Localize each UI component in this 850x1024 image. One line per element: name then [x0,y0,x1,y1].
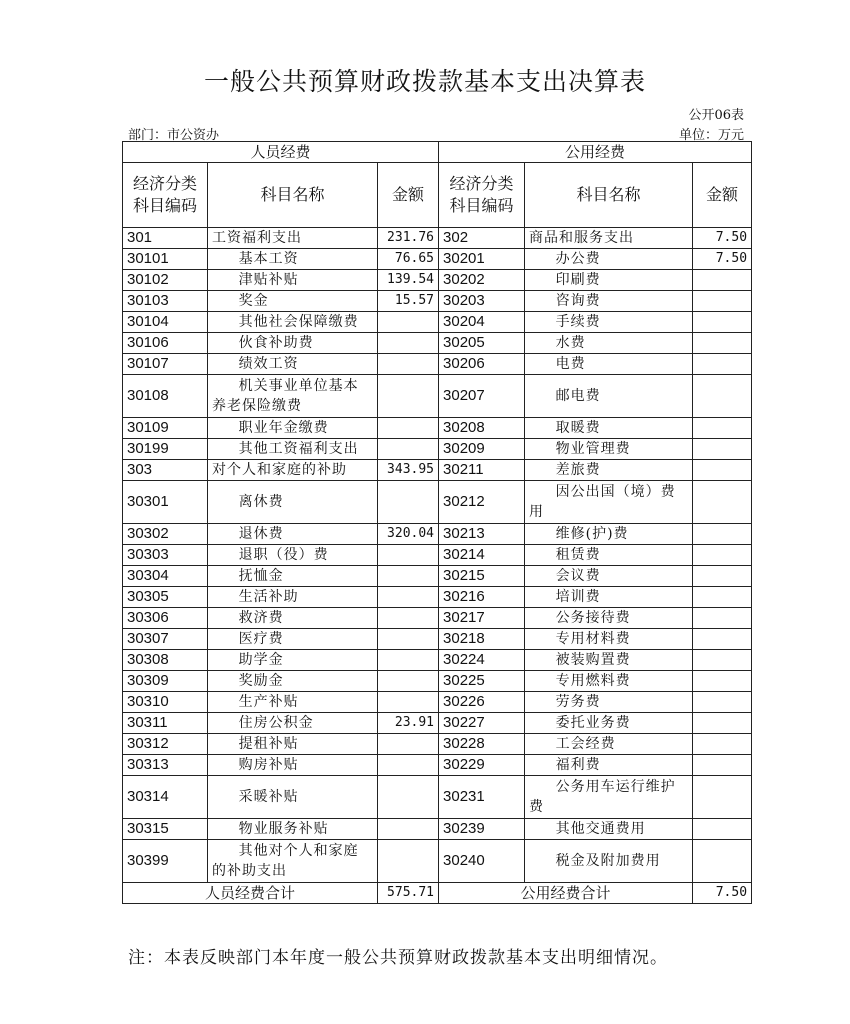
public-amount [693,333,752,354]
personnel-item-name: 救济费 [208,608,378,629]
personnel-item-name: 奖励金 [208,671,378,692]
personnel-code: 30303 [123,545,208,566]
personnel-code: 303 [123,460,208,481]
public-item-name: 税金及附加费用 [525,840,693,883]
personnel-code: 30314 [123,776,208,819]
unit-label: 单位：万元 [678,128,744,143]
table-row [123,713,752,734]
public-item-name: 会议费 [525,566,693,587]
public-amount [693,418,752,439]
public-code: 30239 [439,819,525,840]
personnel-code: 30309 [123,671,208,692]
personnel-code: 30301 [123,481,208,524]
personnel-item-name: 伙食补助费 [208,333,378,354]
table-row [123,270,752,291]
personnel-code: 30109 [123,418,208,439]
public-item-name: 专用燃料费 [525,671,693,692]
public-code: 30215 [439,566,525,587]
column-header-row [123,163,752,228]
public-code: 30225 [439,671,525,692]
public-code: 30211 [439,460,525,481]
footnote: 注：本表反映部门本年度一般公共预算财政拨款基本支出明细情况。 [128,948,668,968]
personnel-item-name: 提租补贴 [208,734,378,755]
public-code: 30206 [439,354,525,375]
public-total-amount: 7.50 [693,883,752,904]
personnel-item-name: 奖金 [208,291,378,312]
department: 部门：市公资办 [128,128,220,143]
personnel-item-name: 基本工资 [208,249,378,270]
public-item-name: 咨询费 [525,291,693,312]
personnel-amount [378,650,439,671]
personnel-code: 30107 [123,354,208,375]
public-item-name: 电费 [525,354,693,375]
personnel-item-name: 医疗费 [208,629,378,650]
public-item-name: 邮电费 [525,375,693,418]
table-row [123,354,752,375]
public-code: 30217 [439,608,525,629]
personnel-item-name: 机关事业单位基本养老保险缴费 [208,375,378,418]
table-row [123,481,752,524]
public-code: 30201 [439,249,525,270]
personnel-code: 30302 [123,524,208,545]
table-row [123,776,752,819]
amount-header: 金额 [378,163,439,228]
public-code: 30205 [439,333,525,354]
personnel-code: 30310 [123,692,208,713]
public-amount [693,734,752,755]
name-header: 科目名称 [208,163,378,228]
personnel-amount [378,312,439,333]
table-row [123,587,752,608]
personnel-amount [378,734,439,755]
table-row [123,629,752,650]
personnel-code: 30399 [123,840,208,883]
public-amount [693,671,752,692]
personnel-item-name: 采暖补贴 [208,776,378,819]
page-title: 一般公共预算财政拨款基本支出决算表 [203,67,646,96]
personnel-code: 30104 [123,312,208,333]
personnel-item-name: 抚恤金 [208,566,378,587]
personnel-code: 30315 [123,819,208,840]
public-code: 30240 [439,840,525,883]
personnel-total-label: 人员经费合计 [123,883,378,904]
public-code: 30207 [439,375,525,418]
personnel-code: 301 [123,228,208,249]
public-amount [693,439,752,460]
public-code: 302 [439,228,525,249]
personnel-item-name: 其他工资福利支出 [208,439,378,460]
public-amount [693,650,752,671]
personnel-amount [378,819,439,840]
personnel-amount: 15.57 [378,291,439,312]
personnel-item-name: 其他对个人和家庭的补助支出 [208,840,378,883]
personnel-total-amount: 575.71 [378,883,439,904]
public-item-name: 其他交通费用 [525,819,693,840]
public-code: 30226 [439,692,525,713]
public-code: 30203 [439,291,525,312]
public-code: 30202 [439,270,525,291]
public-item-name: 专用材料费 [525,629,693,650]
public-amount [693,629,752,650]
public-item-name: 租赁费 [525,545,693,566]
table-row [123,545,752,566]
table-row [123,228,752,249]
amount-header: 金额 [693,163,752,228]
public-total-label: 公用经费合计 [439,883,693,904]
public-amount [693,819,752,840]
public-item-name: 工会经费 [525,734,693,755]
public-item-name: 劳务费 [525,692,693,713]
personnel-code: 30103 [123,291,208,312]
personnel-item-name: 离休费 [208,481,378,524]
public-code: 30213 [439,524,525,545]
public-amount [693,375,752,418]
personnel-item-name: 绩效工资 [208,354,378,375]
public-amount: 7.50 [693,228,752,249]
personnel-amount [378,840,439,883]
personnel-item-name: 物业服务补贴 [208,819,378,840]
public-amount [693,755,752,776]
table-row [123,439,752,460]
public-code: 30204 [439,312,525,333]
personnel-code: 30305 [123,587,208,608]
personnel-code: 30101 [123,249,208,270]
table-row [123,418,752,439]
public-amount [693,312,752,333]
personnel-code: 30102 [123,270,208,291]
table-row [123,291,752,312]
name-header: 科目名称 [525,163,693,228]
personnel-group-header: 人员经费 [123,142,439,163]
public-amount [693,608,752,629]
personnel-item-name: 住房公积金 [208,713,378,734]
table-row [123,819,752,840]
personnel-item-name: 退职（役）费 [208,545,378,566]
personnel-code: 30307 [123,629,208,650]
code-header: 经济分类科目编码 [123,163,208,228]
personnel-amount: 231.76 [378,228,439,249]
personnel-amount: 76.65 [378,249,439,270]
public-item-name: 委托业务费 [525,713,693,734]
public-item-name: 公务用车运行维护费 [525,776,693,819]
table-row [123,375,752,418]
public-code: 30214 [439,545,525,566]
public-amount [693,587,752,608]
table-row [123,566,752,587]
group-header-row [123,142,752,163]
public-amount [693,481,752,524]
personnel-item-name: 购房补贴 [208,755,378,776]
public-amount [693,776,752,819]
personnel-code: 30308 [123,650,208,671]
public-code: 30212 [439,481,525,524]
personnel-item-name: 津贴补贴 [208,270,378,291]
table-row [123,312,752,333]
personnel-amount [378,776,439,819]
table-row [123,671,752,692]
public-group-header: 公用经费 [439,142,752,163]
public-item-name: 培训费 [525,587,693,608]
personnel-code: 30304 [123,566,208,587]
public-amount [693,840,752,883]
public-item-name: 水费 [525,333,693,354]
public-amount [693,566,752,587]
personnel-amount [378,333,439,354]
public-amount [693,692,752,713]
public-code: 30224 [439,650,525,671]
personnel-item-name: 工资福利支出 [208,228,378,249]
public-item-name: 公务接待费 [525,608,693,629]
personnel-amount: 139.54 [378,270,439,291]
personnel-amount [378,587,439,608]
table-row [123,755,752,776]
personnel-code: 30313 [123,755,208,776]
public-amount [693,291,752,312]
personnel-amount: 320.04 [378,524,439,545]
personnel-amount [378,608,439,629]
table-row [123,524,752,545]
personnel-amount [378,481,439,524]
personnel-amount [378,545,439,566]
table-row [123,460,752,481]
table-row [123,249,752,270]
personnel-amount [378,375,439,418]
public-amount [693,354,752,375]
table-row [123,608,752,629]
personnel-amount [378,418,439,439]
public-code: 30209 [439,439,525,460]
personnel-amount: 23.91 [378,713,439,734]
public-amount [693,270,752,291]
public-item-name: 手续费 [525,312,693,333]
personnel-code: 30106 [123,333,208,354]
form-number: 公开06表 [688,108,744,123]
public-item-name: 差旅费 [525,460,693,481]
table-row [123,840,752,883]
personnel-amount [378,439,439,460]
table-row [123,734,752,755]
personnel-item-name: 其他社会保障缴费 [208,312,378,333]
public-amount [693,545,752,566]
personnel-item-name: 对个人和家庭的补助 [208,460,378,481]
public-item-name: 物业管理费 [525,439,693,460]
public-item-name: 因公出国（境）费用 [525,481,693,524]
public-code: 30231 [439,776,525,819]
personnel-amount [378,354,439,375]
public-item-name: 被装购置费 [525,650,693,671]
public-item-name: 维修(护)费 [525,524,693,545]
public-code: 30208 [439,418,525,439]
personnel-code: 30199 [123,439,208,460]
public-amount [693,524,752,545]
public-item-name: 印刷费 [525,270,693,291]
totals-row [123,883,752,904]
personnel-amount [378,755,439,776]
public-item-name: 福利费 [525,755,693,776]
code-header: 经济分类科目编码 [439,163,525,228]
public-code: 30216 [439,587,525,608]
personnel-amount [378,566,439,587]
personnel-item-name: 退休费 [208,524,378,545]
public-amount [693,713,752,734]
table-row [123,692,752,713]
expenditure-table [122,141,752,904]
table-row [123,333,752,354]
table-row [123,650,752,671]
public-item-name: 取暖费 [525,418,693,439]
personnel-code: 30108 [123,375,208,418]
public-amount [693,460,752,481]
personnel-amount [378,629,439,650]
public-code: 30229 [439,755,525,776]
personnel-item-name: 生活补助 [208,587,378,608]
personnel-code: 30311 [123,713,208,734]
personnel-amount: 343.95 [378,460,439,481]
public-amount: 7.50 [693,249,752,270]
public-code: 30227 [439,713,525,734]
personnel-code: 30306 [123,608,208,629]
public-code: 30228 [439,734,525,755]
personnel-amount [378,692,439,713]
personnel-item-name: 生产补贴 [208,692,378,713]
public-item-name: 办公费 [525,249,693,270]
personnel-item-name: 助学金 [208,650,378,671]
personnel-code: 30312 [123,734,208,755]
public-code: 30218 [439,629,525,650]
personnel-amount [378,671,439,692]
personnel-item-name: 职业年金缴费 [208,418,378,439]
public-item-name: 商品和服务支出 [525,228,693,249]
